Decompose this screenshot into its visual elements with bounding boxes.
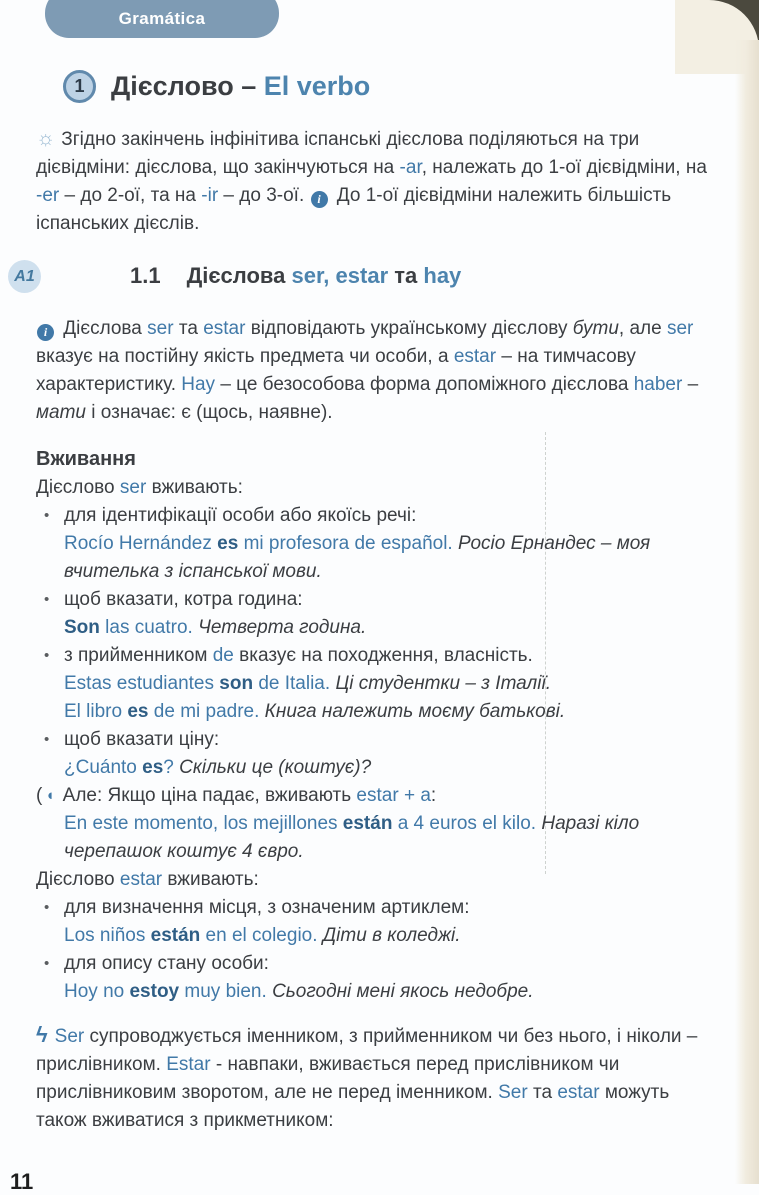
bullet-marker: • [44, 899, 50, 916]
note-block [36, 782, 712, 866]
info-paragraph: i Дієслова ser та estar відповідають українському дієслову бути, але ser вказує на постійну якість предмета чи особи, а estar – на тимчасову характеристику. Hay – це безособова форма допоміжного дієслова haber – мати і означає: є (щось, наявне). [36, 318, 699, 423]
page-number: 11 [10, 1169, 34, 1194]
bullet-marker: • [44, 731, 50, 748]
usage-heading: Вживання [36, 448, 136, 470]
bullet-label: для визначення місця, з означеним артиклем: [64, 897, 470, 918]
chapter-title-es: El verbo [263, 71, 371, 101]
estar-usage-intro: Дієслово estar вживають: [36, 869, 259, 890]
bullet-marker: • [44, 955, 50, 972]
chapter-number: 1 [74, 76, 85, 96]
list-item [44, 642, 712, 726]
list-item [44, 894, 712, 950]
bullet-label: щоб вказати, котра година: [64, 589, 303, 610]
section-number: 1.1 [130, 263, 161, 288]
example-line: El libro es de mi padre. Книга належить моєму батькові. [64, 701, 566, 722]
rule-paragraph: ϟ Ser супроводжується іменником, з прийменником чи без нього, і ніколи – прислівником. Estar - навпаки, вживається перед прислівником чи прислівниковим зворотом, але не перед іменником. Ser та estar можуть також вживатися з прикметником: [36, 1022, 698, 1131]
example-line: Hoy no estoy muy bien. Сьогодні мені якось недобре. [64, 981, 534, 1002]
note-line: ( ◖ Але: Якщо ціна падає, вживають estar + a: [36, 782, 712, 810]
list-item [44, 726, 712, 782]
speaker-icon: ◖ [45, 787, 55, 804]
bullet-marker: • [44, 507, 50, 524]
list-item-body [64, 894, 712, 950]
intro-paragraph: ☼ Згідно закінчень інфінітива іспанські дієслова поділяються на три дієвідміни: дієслова, що закінчуються на -ar, належать до 1-ої дієвідміни, на -er – до 2-ої, та на -ir – до 3-ої. i До 1-ої дієвідміни належить більшість іспанських дієслів. [36, 127, 707, 234]
info-icon: i [37, 324, 54, 341]
list-item-body [64, 726, 712, 782]
bullet-label: з прийменником de вказує на походження, власність. [64, 645, 533, 666]
list-item-body [64, 502, 712, 586]
info-icon: i [311, 191, 328, 208]
example-line: Rocío Hernández es mi profesora de español. Росіо Ернандес – моя вчителька з іспанської мови. [64, 533, 651, 582]
chapter-title-row [63, 70, 712, 103]
lightning-icon: ϟ [36, 1022, 48, 1047]
list-item [44, 950, 712, 1006]
level-badge-label: A1 [14, 267, 35, 285]
chapter-tab-gramatica [45, 0, 279, 38]
page-right-edge [735, 40, 759, 1184]
ser-usage-intro: Дієслово ser вживають: [36, 477, 243, 498]
chapter-title [111, 71, 370, 102]
list-item [44, 586, 712, 642]
page-content [14, 0, 712, 1135]
list-item-body [64, 950, 712, 1006]
example-line: Son las cuatro. Четверта година. [64, 617, 367, 638]
example-line: Estas estudiantes son de Italia. Ці студентки – з Італії. [64, 673, 551, 694]
bullet-label: для ідентифікації особи або якоїсь речі: [64, 505, 417, 526]
chapter-title-uk: Дієслово – [111, 71, 264, 101]
list-item-body [64, 586, 712, 642]
bullet-marker: • [44, 647, 50, 664]
bullet-label: щоб вказати ціну: [64, 729, 220, 750]
chapter-number-badge [63, 70, 96, 103]
bullet-marker: • [44, 591, 50, 608]
section-heading: Дієслова ser, estar та hay [186, 263, 462, 288]
example-line: ¿Cuánto es? Скільки це (коштує)? [64, 757, 372, 778]
lightbulb-icon: ☼ [36, 127, 56, 150]
bullet-label: для опису стану особи: [64, 953, 269, 974]
list-item-body [64, 642, 712, 726]
section-heading-row [14, 263, 712, 289]
example-line: En este momento, los mejillones están a 4 euros el kilo. Наразі кіло черепашок коштує 4 євро. [64, 813, 640, 862]
list-item [44, 502, 712, 586]
example-line: Los niños están en el colegio. Діти в коледжі. [64, 925, 461, 946]
level-badge-a1 [8, 260, 41, 293]
chapter-tab-label: Gramática [118, 9, 206, 28]
